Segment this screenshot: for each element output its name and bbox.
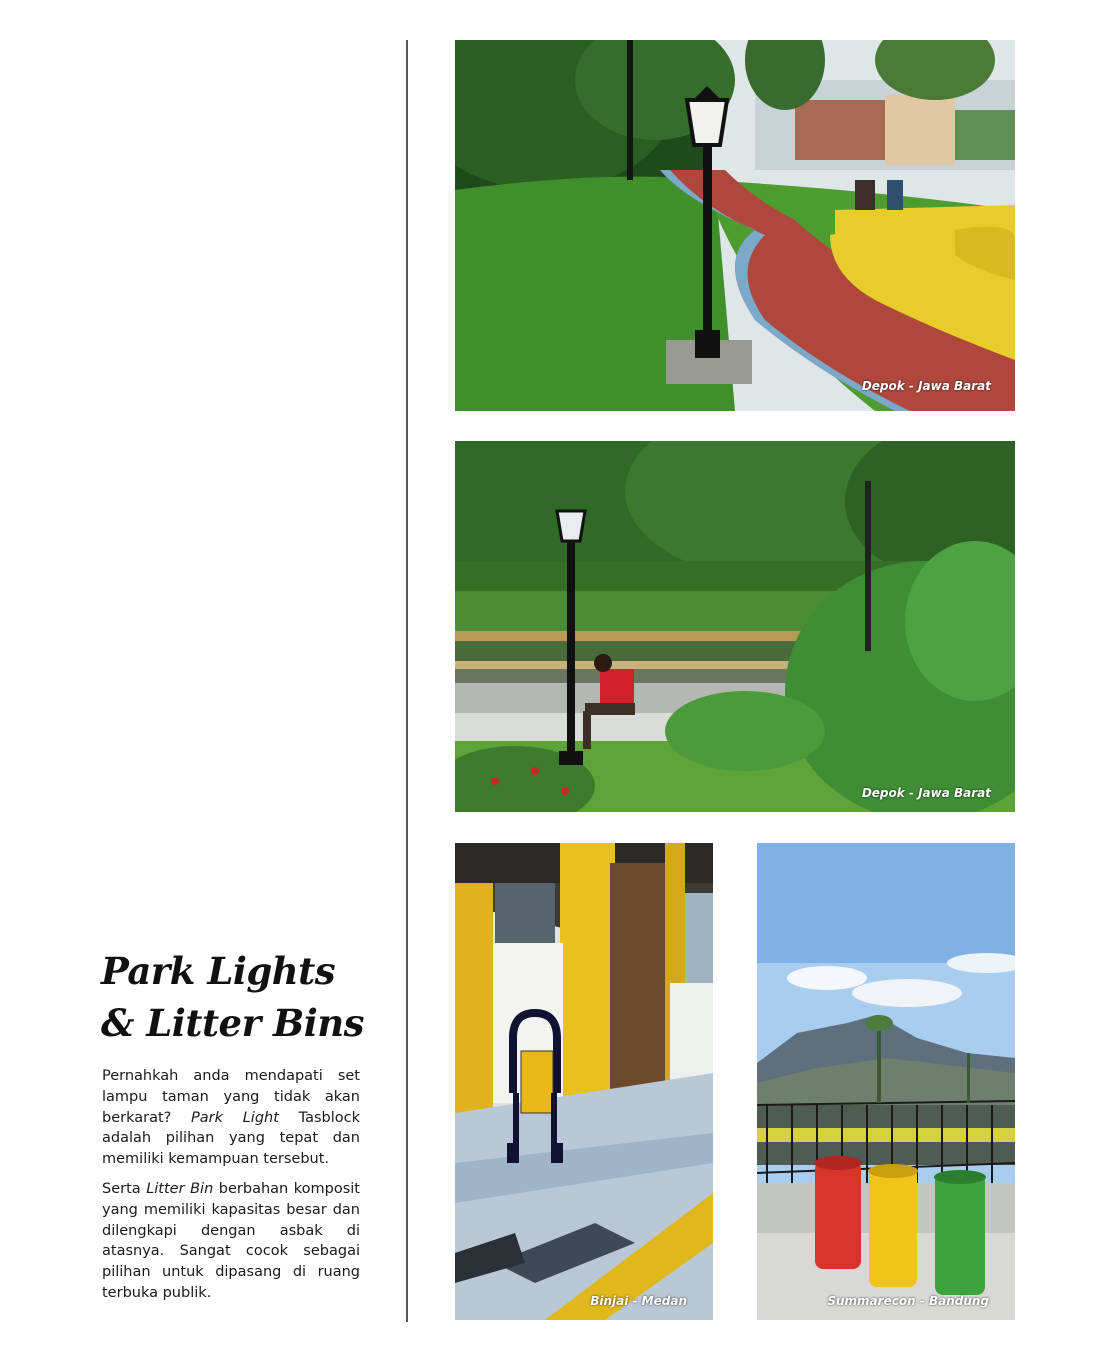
photo-litter-bin-station-image [455,843,713,1320]
photo-park-light-path [455,40,1015,411]
paragraph-text: Tasblock adalah pilihan yang tepat dan memiliki kemampuan tersebut. [102,1109,360,1168]
photo-caption: Summarecon - Bandung [827,1294,989,1308]
photo-caption: Binjai - Medan [590,1294,687,1308]
paragraph-text: berbahan komposit yang memiliki kapasitas besar dan dilengkapi dengan asbak di atasnya. Sangat cocok sebagai pilihan untuk dipasang di ruang terbuka publik. [102,1180,360,1301]
page-title [101,945,391,1049]
paragraph-text: Serta [102,1180,147,1197]
paragraph-text: Pernahkah anda mendapati set lampu taman yang tidak akan berkarat? [102,1068,360,1126]
paragraph-litter-bin [102,1179,360,1304]
photo-park-light-path-image [455,40,1015,411]
title-line-1: Park Lights [101,949,336,993]
photo-litter-bin-station [455,843,713,1320]
photo-caption: Depok - Jawa Barat [861,786,991,800]
vertical-divider [406,40,408,1322]
photo-litter-bins-colorful-image [757,843,1015,1320]
photo-caption: Depok - Jawa Barat [861,379,991,393]
body-text [102,1066,360,1313]
photo-park-light-garden-image [455,441,1015,812]
title-line-2: & Litter Bins [101,1001,365,1045]
emphasis-litter-bin: Litter Bin [146,1180,214,1197]
photo-litter-bins-colorful [757,843,1015,1320]
photo-park-light-garden [455,441,1015,812]
paragraph-park-light [102,1066,360,1170]
emphasis-park-light: Park Light [191,1109,279,1126]
